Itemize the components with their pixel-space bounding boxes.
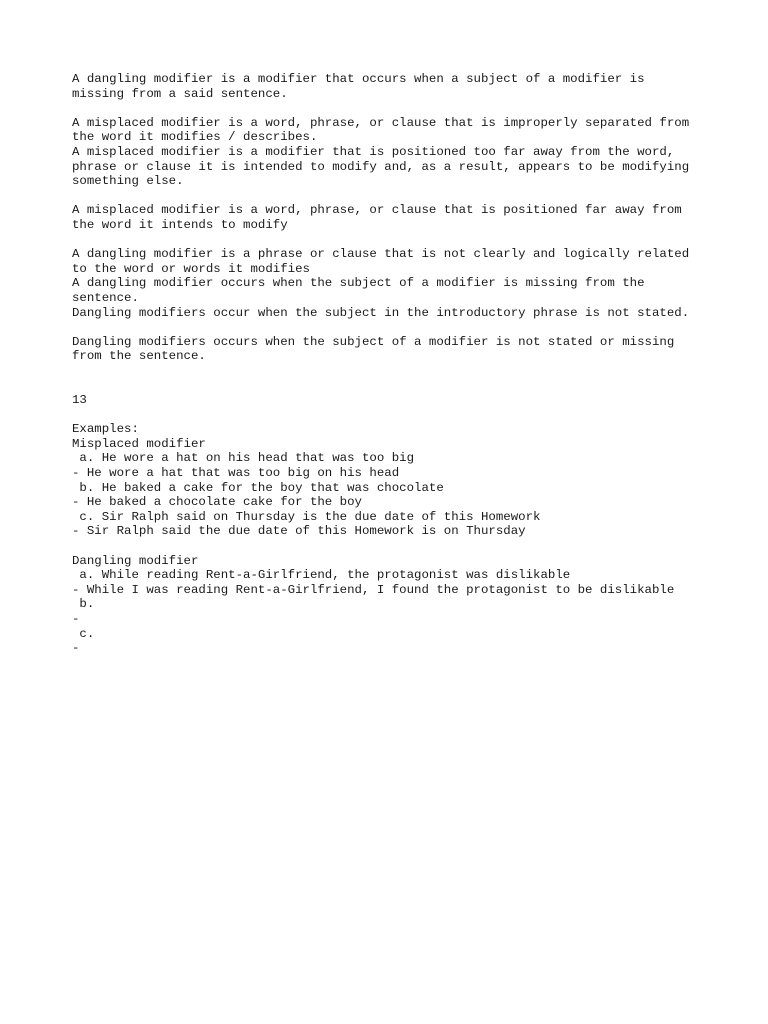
text-line: A dangling modifier is a modifier that occurs when a subject of a modifier is	[72, 72, 645, 86]
text-line: A misplaced modifier is a word, phrase, or clause that is positioned far away from	[72, 203, 682, 218]
list-item: a. While reading Rent-a-Girlfriend, the protagonist was dislikable	[72, 568, 571, 583]
text-line: A dangling modifier is a phrase or clause that is not clearly and logically related	[72, 247, 690, 262]
examples-heading: Examples:	[72, 422, 139, 437]
list-item: b. He baked a cake for the boy that was chocolate	[72, 480, 444, 495]
page-number: 13	[72, 393, 87, 408]
list-item: - Sir Ralph said the due date of this Homework is on Thursday	[72, 524, 526, 539]
text-line: Dangling modifiers occur when the subject in the introductory phrase is not stated.	[72, 305, 690, 320]
list-item: - He baked a chocolate cake for the boy	[72, 495, 362, 510]
text-line: A misplaced modifier is a modifier that is positioned too far away from the word,	[72, 144, 675, 159]
text-line: from the sentence.	[72, 349, 206, 364]
list-item: b.	[72, 597, 95, 612]
text-line	[72, 101, 712, 116]
text-line: sentence.	[72, 290, 139, 305]
text-line: A misplaced modifier is a word, phrase, or clause that is improperly separated from	[72, 115, 690, 130]
list-item: c. Sir Ralph said on Thursday is the due date of this Homework	[72, 509, 541, 524]
text-line: A dangling modifier occurs when the subject of a modifier is missing from the	[72, 276, 645, 291]
dangling-modifier-heading: Dangling modifier	[72, 553, 199, 568]
list-item: -	[72, 611, 80, 626]
text-line	[72, 408, 712, 423]
text-line: missing from a said sentence.	[72, 86, 288, 101]
document-body	[72, 72, 712, 656]
list-item: - While I was reading Rent-a-Girlfriend, I found the protagonist to be dislikable	[72, 582, 675, 597]
misplaced-modifier-heading: Misplaced modifier	[72, 436, 206, 451]
text-line	[72, 378, 712, 393]
list-item: a. He wore a hat on his head that was too big	[72, 451, 415, 466]
text-line: phrase or clause it is intended to modify and, as a result, appears to be modifying	[72, 159, 690, 174]
text-line: the word it modifies / describes.	[72, 130, 318, 145]
text-line	[72, 320, 712, 335]
text-line: the word it intends to modify	[72, 217, 288, 232]
text-line	[72, 539, 712, 554]
text-line: something else.	[72, 174, 184, 189]
text-line	[72, 189, 712, 204]
list-item: - He wore a hat that was too big on his head	[72, 466, 400, 481]
text-line	[72, 233, 712, 248]
list-item: -	[72, 641, 80, 656]
text-line	[72, 364, 712, 379]
text-line: to the word or words it modifies	[72, 261, 310, 276]
text-line: Dangling modifiers occurs when the subject of a modifier is not stated or missing	[72, 334, 675, 349]
list-item: c.	[72, 626, 95, 641]
